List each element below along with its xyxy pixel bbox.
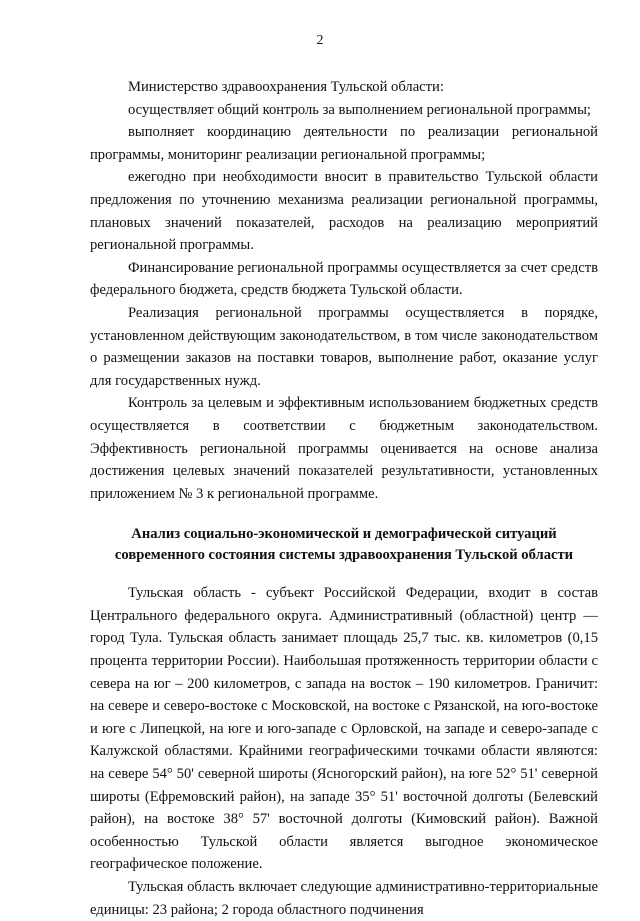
paragraph-ministry-intro: Министерство здравоохранения Тульской области: bbox=[128, 79, 444, 95]
section-heading: Анализ социально-экономической и демографической ситуаций современного состояния системы здравоохранения Тульской области bbox=[114, 526, 574, 564]
paragraph-implementation: Реализация региональной программы осуществляется в порядке, установленном действующим законодательством, в том числе законодательством о размещении заказов на поставки товаров, выполнение работ, оказание услуг для государственных нужд. bbox=[90, 304, 598, 389]
paragraph-coordination: выполняет координацию деятельности по реализации региональной программы, мониторинг реализации региональной программы; bbox=[90, 124, 598, 163]
page-number: 2 bbox=[316, 33, 324, 48]
paragraph-proposals: ежегодно при необходимости вносит в правительство Тульской области предложения по уточнению механизма реализации региональной программы, плановых значений показателей, расходов на реализацию мероприятий региональной программы. bbox=[90, 169, 598, 254]
paragraph-admin-units: Тульская область включает следующие административно-территориальные единицы: 23 района; 2 города областного подчинения bbox=[90, 879, 598, 918]
document-body bbox=[90, 76, 598, 921]
paragraph-general-control: осуществляет общий контроль за выполнением региональной программы; bbox=[128, 101, 591, 118]
paragraph-region-overview: Тульская область - субъект Российской Федерации, входит в состав Центрального федерального округа. Административный (областной) центр — город Тула. Тульская область занимает площадь 25,7 тыс. кв. километров (0,15 процента территории России). Наибольшая протяженность территории области с севера на юг – 200 километров, с запада на восток – 190 километров. Граничит: на севере и северо-востоке с Московской, на востоке с Рязанской, на юго-востоке и юге с Липецкой, на юге и юго-западе с Орловской, на западе и северо-западе с Калужской областями. Крайними географическими точками области являются: на севере 54° 50' северной широты (Ясногорский район), на юге 52° 51' северной широты (Ефремовский район), на западе 35° 51' восточной долготы (Белевский район), на востоке 38° 57' восточной долготы (Кимовский район). Важной особенностью Тульской области является выгодное экономическое географическое положение. bbox=[90, 585, 598, 873]
paragraph-financing: Финансирование региональной программы осуществляется за счет средств федерального бюджета, средств бюджета Тульской области. bbox=[90, 259, 598, 299]
paragraph-budget-control: Контроль за целевым и эффективным использованием бюджетных средств осуществляется в соответствии с бюджетным законодательством. Эффективность региональной программы оценивается на основе анализа достижения целевых значений показателей результативности, установленных приложением № 3 к региональной программе. bbox=[90, 395, 598, 502]
